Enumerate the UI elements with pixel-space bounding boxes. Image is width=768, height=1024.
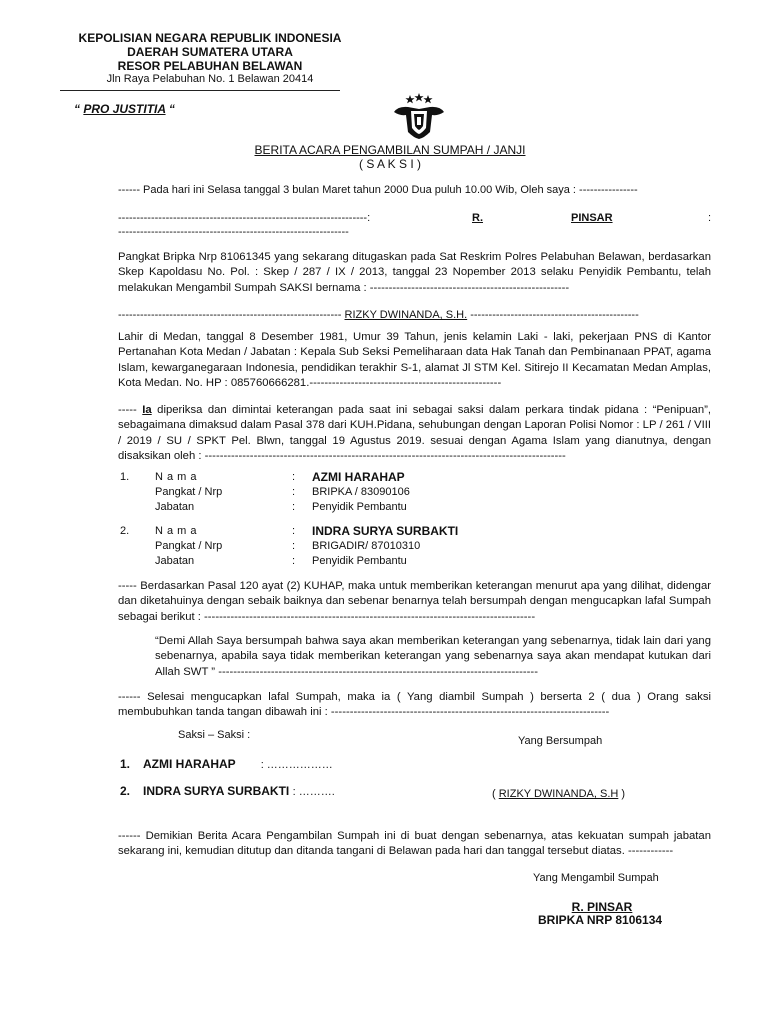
witness-name: RIZKY DWINANDA, S.H. <box>344 309 468 321</box>
witness-1-colon-jabatan: : <box>292 501 296 513</box>
witness-1-number: 1. <box>120 471 130 483</box>
agency-address: Jln Raya Pelabuhan No. 1 Belawan 20414 <box>106 73 314 85</box>
witness-2-position: Penyidik Pembantu <box>312 555 407 567</box>
witness-1-label-nama: N a m a <box>155 471 198 483</box>
witness-2-number: 2. <box>120 525 130 537</box>
officer-colon: : <box>708 212 712 224</box>
resort-name: RESOR PELABUHAN BELAWAN <box>117 59 303 73</box>
witness-1-colon-nama: : <box>292 471 296 483</box>
officer-paragraph: Pangkat Bripka Nrp 81061345 yang sekarang ditugaskan pada Sat Reskrim Polres Pelabuhan Belawan, berdasarkan Skep Kapoldasu No. Pol. : Skep / 287 / IX / 2013, tanggal 23 Nopember 2013 selaku Penyidik Pembantu, telah melakukan Mengambil Sumpah SAKSI bernama : ----------------------------------------------------- <box>118 251 711 294</box>
witness-2-label-pangkat: Pangkat / Nrp <box>155 540 223 552</box>
examined-paragraph: ----- Ia diperiksa dan dimintai keterangan pada saat ini sebagai saksi dalam perkara tindak pidana : “Penipuan”, sebagaimana dimaksud dalam Pasal 378 dari KUH.Pidana, sehubungan dengan Laporan Polisi Nomor : LP / 261 / VIII / 2019 / SU / SPKT Pel. Blwn, tanggal 19 Agustus 2019. sesuai dengan Agama Islam yang dianutnya, dengan disaksikan oleh : ------------------------------------------------------------------------------------------------ <box>118 404 711 462</box>
witness-1-rank: BRIPKA / 83090106 <box>312 486 410 498</box>
witness-2-label-jabatan: Jabatan <box>155 555 195 567</box>
witness-line: ------------------------------------------------------------- RIZKY DWINANDA, S.H. ---------------------------------------------- <box>118 309 639 321</box>
signature-line-2: 2. INDRA SURYA SURBAKTI : ………. <box>120 784 335 798</box>
witness-2-colon-pangkat: : <box>292 540 296 552</box>
document-title: BERITA ACARA PENGAMBILAN SUMPAH / JANJI <box>254 143 526 157</box>
witness-1-position: Penyidik Pembantu <box>312 501 407 513</box>
witness-1-label-pangkat: Pangkat / Nrp <box>155 486 223 498</box>
oath-text: “Demi Allah Saya bersumpah bahwa saya akan memberikan keterangan yang sebenarnya, tidak lain dari yang sebenarnya, apabila saya tidak memberikan keterangan yang sebenarnya saya akan mendapat kutukan dari Allah SWT ” ------------------------------------------------------------------------------------- <box>155 635 711 678</box>
document-subtitle: ( S A K S I ) <box>358 157 422 171</box>
witness-2-rank: BRIGADIR/ 87010310 <box>312 540 421 552</box>
witness-2-name: INDRA SURYA SURBAKTI <box>312 524 459 538</box>
opening-dashes-2: --------------------------------------------------------------- <box>118 226 349 238</box>
taker-label: Yang Mengambil Sumpah <box>533 872 659 884</box>
oath-intro-paragraph: ----- Berdasarkan Pasal 120 ayat (2) KUHAP, maka untuk memberikan keterangan menurut apa yang dilihat, didengar dan diketahuinya dengan sebaik baiknya dan sebenar benarnya telah bersumpah dengan mengucapkan lafal Sumpah sebagai berikut : ---------------------------------------------------------------------------------------- <box>118 580 711 623</box>
pro-justitia: “ PRO JUSTITIA “ <box>74 102 175 116</box>
witness-1-colon-pangkat: : <box>292 486 296 498</box>
opening-line: ------ Pada hari ini Selasa tanggal 3 bulan Maret tahun 2000 Dua puluh 10.00 Wib, Oleh saya : ---------------- <box>118 184 638 196</box>
witness-2-label-nama: N a m a <box>155 525 198 537</box>
closing-paragraph: ------ Demikian Berita Acara Pengambilan Sumpah ini di buat dengan sebenarnya, atas kekuatan sumpah jabatan sekarang ini, kemudian ditutup dan ditanda tangani di Belawan pada hari dan tanggal tersebut diatas. ------------ <box>118 830 711 858</box>
witness-1-name: AZMI HARAHAP <box>312 470 405 484</box>
witness-paragraph: Lahir di Medan, tanggal 8 Desember 1981, Umur 39 Tahun, jenis kelamin Laki - laki, pekerjaan PNS di Kantor Pertanahan Kota Medan / Jabatan : Kepala Sub Seksi Pemeliharaan data Hak Tanah dan Pembinanaan PPAT, agama Islam, kewarganegaraan Indonesia, pendidikan terakhir S-1, alamat Jl STM Kel. Sitirejo II Kecamatan Medan Amplas, Kota Medan. No. HP : 085760666281.--------------------------------------------------- <box>118 331 711 389</box>
signature-line-1: 1. AZMI HARAHAP : ……………… <box>120 757 333 771</box>
witness-1-label-jabatan: Jabatan <box>155 501 195 513</box>
sworn-label: Yang Bersumpah <box>518 735 603 747</box>
officer-name: R. PINSAR <box>472 212 613 224</box>
taker-name: R. PINSAR <box>571 900 633 914</box>
after-oath-paragraph: ------ Selesai mengucapkan lafal Sumpah, maka ia ( Yang diambil Sumpah ) berserta 2 ( dua ) Orang saksi membubuhkan tanda tangan dibawah ini : -------------------------------------------------------------------------- <box>118 691 711 719</box>
agency-name: KEPOLISIAN NEGARA REPUBLIK INDONESIA <box>78 31 342 45</box>
witnesses-label: Saksi – Saksi : <box>178 729 251 741</box>
witness-2-colon-jabatan: : <box>292 555 296 567</box>
taker-rank: BRIPKA NRP 8106134 <box>538 913 663 927</box>
sworn-signature: ( RIZKY DWINANDA, S.H ) <box>492 788 626 800</box>
region-name: DAERAH SUMATERA UTARA <box>127 45 293 59</box>
police-emblem-icon <box>388 92 450 140</box>
opening-dashes: --------------------------------------------------------------------: <box>118 212 371 224</box>
witness-2-colon-nama: : <box>292 525 296 537</box>
header-divider <box>60 90 340 91</box>
